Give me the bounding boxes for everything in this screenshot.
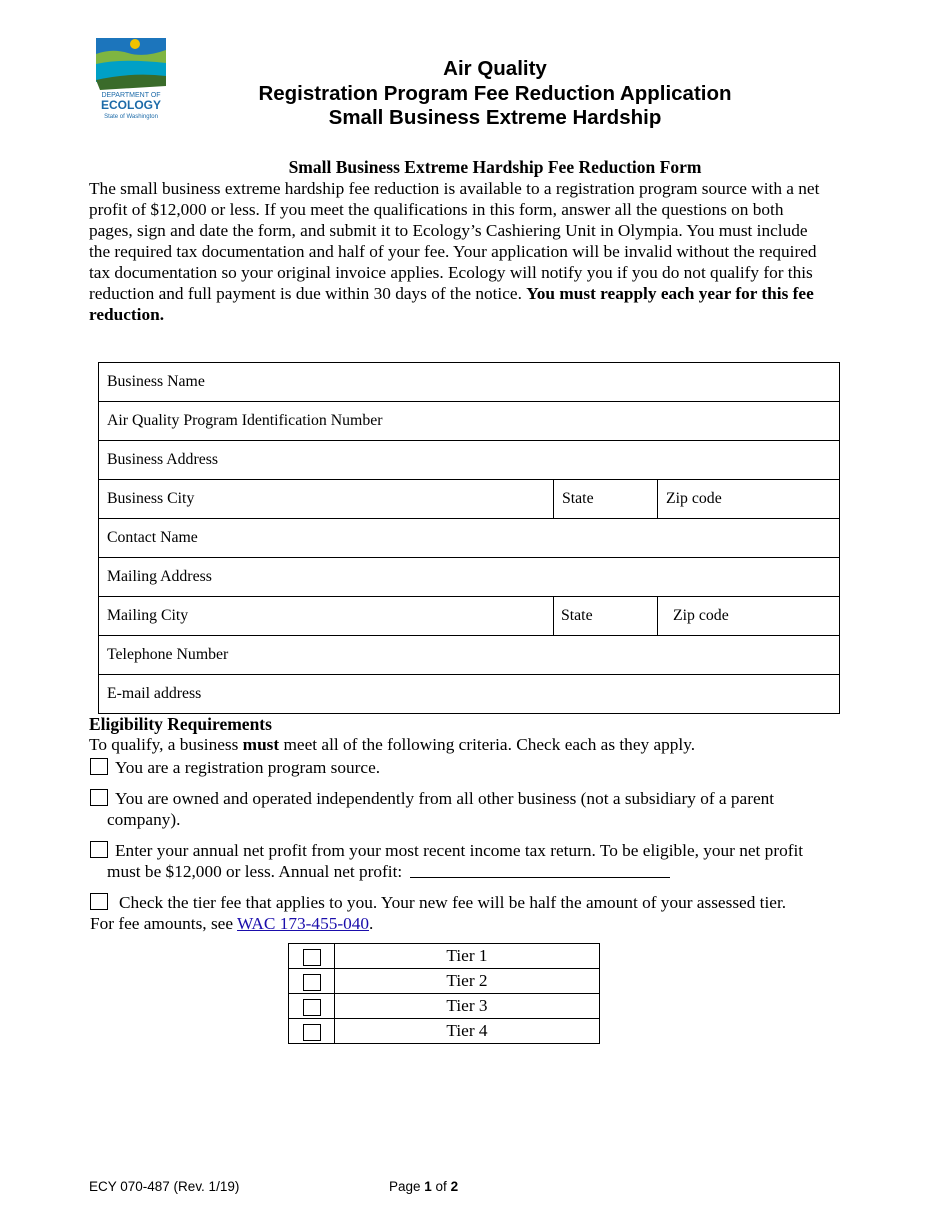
criterion-2-checkbox[interactable] [90,789,108,806]
criterion-2 [90,788,827,830]
page-total: 2 [450,1179,459,1194]
business-address-label: Business Address [107,451,219,468]
page-number [389,1179,458,1194]
mailing-address-field[interactable] [99,558,840,597]
form-title: Small Business Extreme Hardship Fee Reduction Form [288,157,702,177]
header-line-1: Air Quality [443,57,547,80]
contact-name-field[interactable] [99,519,840,558]
criterion-1 [90,757,827,778]
tier-row [289,944,600,969]
mailing-address-label: Mailing Address [107,568,212,585]
business-state-label: State [562,490,594,507]
mailing-state-label: State [561,607,593,624]
page-current: 1 [424,1179,432,1194]
business-city-label: Business City [107,490,195,507]
tier-3-checkbox[interactable] [303,999,321,1016]
mailing-city-field[interactable] [99,597,554,636]
email-label: E-mail address [107,685,202,702]
intro-text: The small business extreme hardship fee reduction is available to a registration program source with a net profit of $12,000 or less. If you meet the qualifications in this form, answer all the questions on both pages, sign and date the form, and submit it to Ecology’s Cashiering Unit in Olympia. You must include the required tax documentation and half of your fee. Your application will be invalid without the required tax documentation so your original invoice applies. Ecology will notify you if you do not qualify for this reduction and full payment is due within 30 days of the notice. [89,179,820,303]
mailing-city-label: Mailing City [107,607,189,624]
criterion-2-text: You are owned and operated independently from all other business (not a subsidiary of a parent company). [107,789,775,829]
page-header [170,57,820,131]
tier-4-checkbox[interactable] [303,1024,321,1041]
business-name-label: Business Name [107,373,205,390]
mailing-state-field[interactable] [554,597,658,636]
business-info-table [98,362,840,714]
criterion-4-text: Check the tier fee that applies to you. Your new fee will be half the amount of your assessed tier. For fee amounts, see [90,893,787,933]
header-line-2: Registration Program Fee Reduction Application [258,81,732,105]
business-address-field[interactable] [99,441,840,480]
criterion-1-checkbox[interactable] [90,758,108,775]
criterion-4-checkbox[interactable] [90,893,108,910]
tier-table [288,943,600,1044]
wac-link[interactable]: WAC 173-455-040 [237,914,370,933]
criterion-3 [90,840,827,882]
tier-row [289,994,600,1019]
tier-2-checkbox[interactable] [303,974,321,991]
eligibility-intro [89,735,695,755]
aq-program-id-field[interactable] [99,402,840,441]
business-zip-field[interactable] [658,480,840,519]
logo-text-3: State of Washington [104,114,158,120]
business-state-field[interactable] [554,480,658,519]
tier-3-label: Tier 3 [335,994,600,1019]
business-zip-label: Zip code [666,490,722,507]
form-number: ECY 070-487 (Rev. 1/19) [89,1179,240,1194]
criterion-1-text: You are a registration program source. [115,758,381,777]
tier-row [289,969,600,994]
email-field[interactable] [99,675,840,714]
tier-2-label: Tier 2 [335,969,600,994]
annual-net-profit-input[interactable] [410,863,670,878]
eligibility-intro-bold: must [242,735,280,754]
ecology-seal-icon [92,36,172,122]
contact-name-label: Contact Name [107,529,198,546]
page-prefix: Page [389,1179,425,1194]
intro-bold-text: You must reapply each year for this fee reduction. [89,284,814,324]
header-line-3: Small Business Extreme Hardship [328,106,662,129]
eligibility-title: Eligibility Requirements [89,714,272,734]
eligibility-intro-text-1: To qualify, a business [89,735,243,754]
eligibility-intro-text-2: meet all of the following criteria. Check each as they apply. [279,735,696,754]
telephone-field[interactable] [99,636,840,675]
criterion-3-text: Enter your annual net profit from your most recent income tax return. To be eligible, your net profit must be $12,000 or less. Annual net profit: [107,841,804,881]
page-of: of [431,1179,451,1194]
mailing-zip-label: Zip code [673,607,729,624]
tier-4-label: Tier 4 [335,1019,600,1044]
criterion-4-period: . [369,914,374,933]
logo-text-2: ECOLOGY [100,98,162,112]
tier-1-label: Tier 1 [335,944,600,969]
criterion-4 [90,892,790,934]
business-city-field[interactable] [99,480,554,519]
logo-text-1: DEPARTMENT OF [101,92,161,99]
tier-1-checkbox[interactable] [303,949,321,966]
telephone-label: Telephone Number [107,646,229,663]
tier-row [289,1019,600,1044]
intro-paragraph [89,178,829,325]
aq-program-id-label: Air Quality Program Identification Number [107,412,383,429]
business-name-field[interactable] [99,363,840,402]
ecology-logo [92,36,172,122]
mailing-zip-field[interactable] [658,597,840,636]
criterion-3-checkbox[interactable] [90,841,108,858]
